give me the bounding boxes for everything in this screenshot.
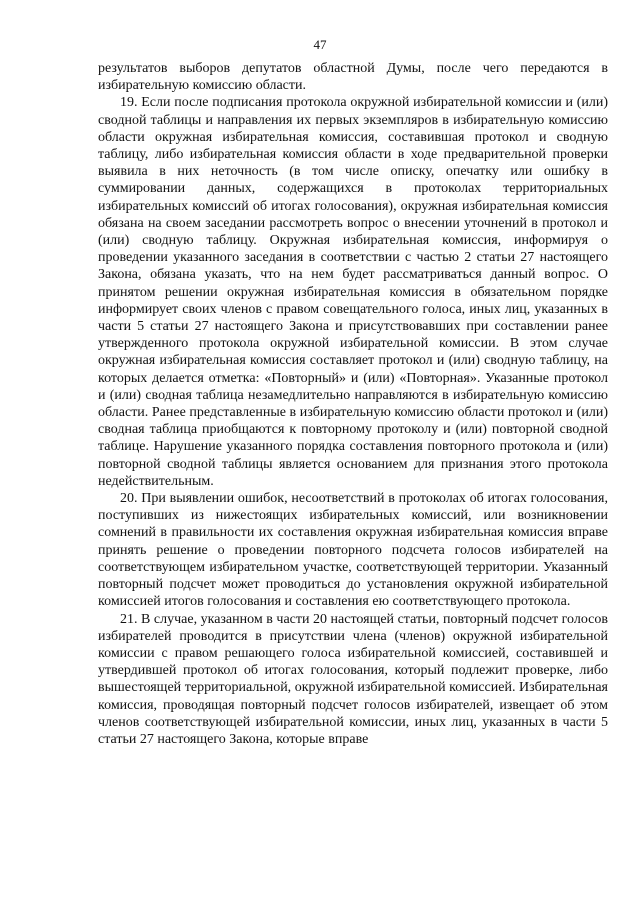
paragraph-21: 21. В случае, указанном в части 20 настоящей статьи, повторный подсчет голосов избирателей проводится в присутствии члена (членов) окружной избирательной комиссии с правом решающего голоса избирательной комиссией, составившей и утвердившей протокол об итогах голосования, который подлежит проверке, либо вышестоящей территориальной, окружной избирательной комиссией. Избирательная комиссия, проводящая повторный подсчет голосов избирателей, извещает об этом членов соответствующей избирательной комиссии, иных лиц, указанных в части 5 статьи 27 настоящего Закона, которые вправе xyxy=(98,611,608,747)
paragraph-20: 20. При выявлении ошибок, несоответствий в протоколах об итогах голосования, поступивших из нижестоящих избирательных комиссий, или возникновении сомнений в правильности их составления окружная избирательная комиссия вправе принять решение о проведении повторного подсчета голосов избирателей на соответствующем избирательном участке, соответствующей территории. Указанный повторный подсчет может проводиться до установления окружной избирательной комиссией итогов голосования и составления ею соответствующего протокола. xyxy=(98,491,608,610)
paragraph-continuation: результатов выборов депутатов областной Думы, после чего передаются в избирательную комиссию области. xyxy=(98,61,608,94)
paragraph-19: 19. Если после подписания протокола окружной избирательной комиссии и (или) сводной таблицы и направления их первых экземпляров в избирательную комиссию области окружная избирательная комиссия, составившая протокол и сводную таблицу, либо избирательная комиссия области в ходе предварительной проверки выявила в них неточность (в том числе описку, опечатку или ошибку в суммировании данных, содержащихся в протоколах территориальных избирательных комиссий об итогах голосования), окружная избирательная комиссия обязана на своем заседании рассмотреть вопрос о внесении уточнений в протокол и (или) сводную таблицу. Окружная избирательная комиссия, информируя о проведении указанного заседания в соответствии с частью 2 статьи 27 настоящего Закона, обязана указать, что на нем будет рассматриваться данный вопрос. О принятом решении окружная избирательная комиссия в обязательном порядке информирует своих членов с правом совещательного голоса, иных лиц, указанных в части 5 статьи 27 настоящего Закона и присутствовавших при составлении ранее утвержденного протокола окружной избирательной комиссии. В этом случае окружная избирательная комиссия составляет протокол и (или) сводную таблицу, на которых делается отметка: «Повторный» и (или) «Повторная». Указанные протокол и (или) сводная таблица незамедлительно направляются в избирательную комиссию области. Ранее представленные в избирательную комиссию области протокол и (или) сводная таблица приобщаются к повторному протоколу и (или) повторной сводной таблице. Нарушение указанного порядка составления повторного протокола и (или) повторной сводной таблицы является основанием для признания этого протокола недействительным. xyxy=(98,95,608,489)
page-number: 47 xyxy=(313,37,327,52)
document-body xyxy=(98,60,608,748)
